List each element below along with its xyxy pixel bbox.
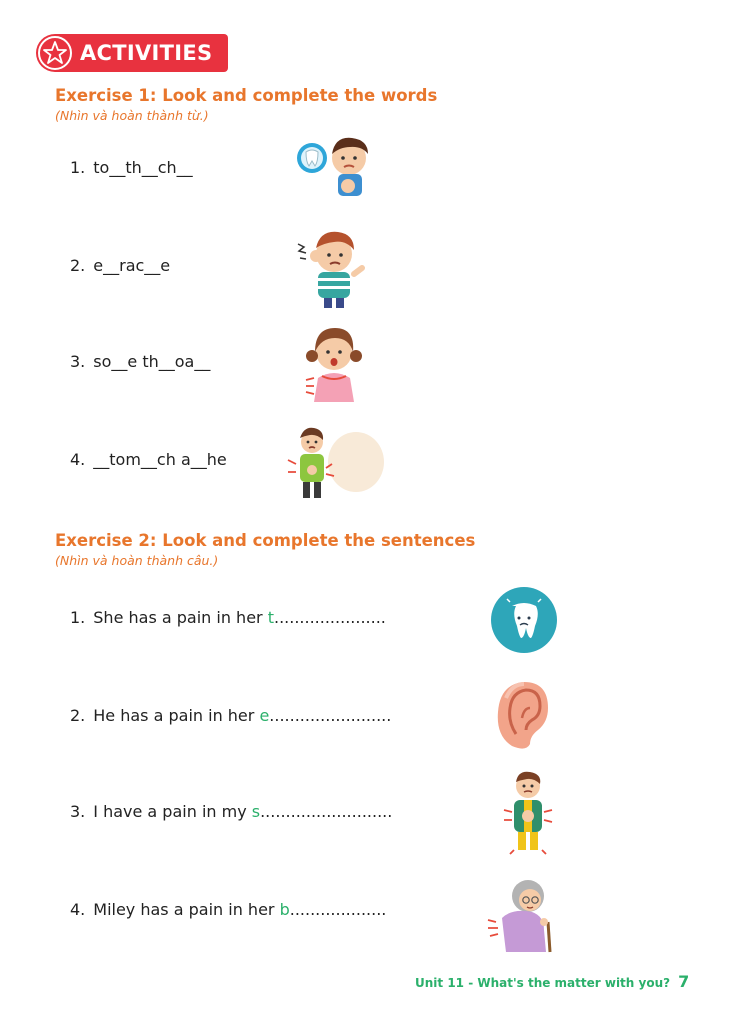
stomach-pain-boy-icon bbox=[500, 770, 556, 856]
exercise1-item-2: 2. e__rac__e bbox=[70, 256, 171, 275]
star-icon bbox=[38, 36, 72, 70]
ear-icon bbox=[494, 678, 552, 750]
toothache-boy-icon bbox=[296, 132, 376, 202]
hint-letter: b bbox=[279, 900, 290, 919]
exercise2-title: Exercise 2: Look and complete the sentences bbox=[55, 531, 476, 550]
word-blank: __tom__ch a__he bbox=[93, 450, 227, 469]
exercise2-item-3: 3. I have a pain in my s.......................... bbox=[70, 802, 393, 821]
exercise1-item-4: 4. __tom__ch a__he bbox=[70, 450, 227, 469]
stomachache-boy-icon bbox=[286, 424, 386, 504]
page-number: 7 bbox=[678, 972, 690, 991]
word-blank: to__th__ch__ bbox=[93, 158, 193, 177]
sore-throat-girl-icon bbox=[300, 322, 364, 404]
exercise2-item-2: 2. He has a pain in her e........................ bbox=[70, 706, 392, 725]
word-blank: so__e th__oa__ bbox=[93, 352, 211, 371]
earache-boy-icon bbox=[296, 226, 368, 310]
exercise2-item-4: 4. Miley has a pain in her b................... bbox=[70, 900, 387, 919]
exercise1-title: Exercise 1: Look and complete the words bbox=[55, 86, 438, 105]
backache-grandma-icon bbox=[484, 874, 562, 954]
exercise1-item-3: 3. so__e th__oa__ bbox=[70, 352, 211, 371]
exercise1-subtitle: (Nhìn và hoàn thành từ.) bbox=[55, 108, 209, 123]
word-blank: e__rac__e bbox=[93, 256, 171, 275]
hint-letter: s bbox=[251, 802, 261, 821]
unit-title: Unit 11 - What's the matter with you? bbox=[415, 976, 671, 990]
answer-blank: ................... bbox=[289, 900, 387, 919]
answer-blank: ........................ bbox=[269, 706, 392, 725]
badge-title: ACTIVITIES bbox=[80, 41, 213, 65]
exercise2-subtitle: (Nhìn và hoàn thành câu.) bbox=[55, 553, 219, 568]
activities-badge bbox=[36, 34, 228, 72]
page-footer bbox=[415, 972, 689, 991]
exercise2-item-1: 1. She has a pain in her t...................... bbox=[70, 608, 386, 627]
answer-blank: ...................... bbox=[273, 608, 386, 627]
tooth-icon bbox=[490, 586, 558, 654]
hint-letter: e bbox=[259, 706, 270, 725]
exercise1-item-1: 1. to__th__ch__ bbox=[70, 158, 193, 177]
answer-blank: .......................... bbox=[260, 802, 393, 821]
hint-letter: t bbox=[267, 608, 274, 627]
